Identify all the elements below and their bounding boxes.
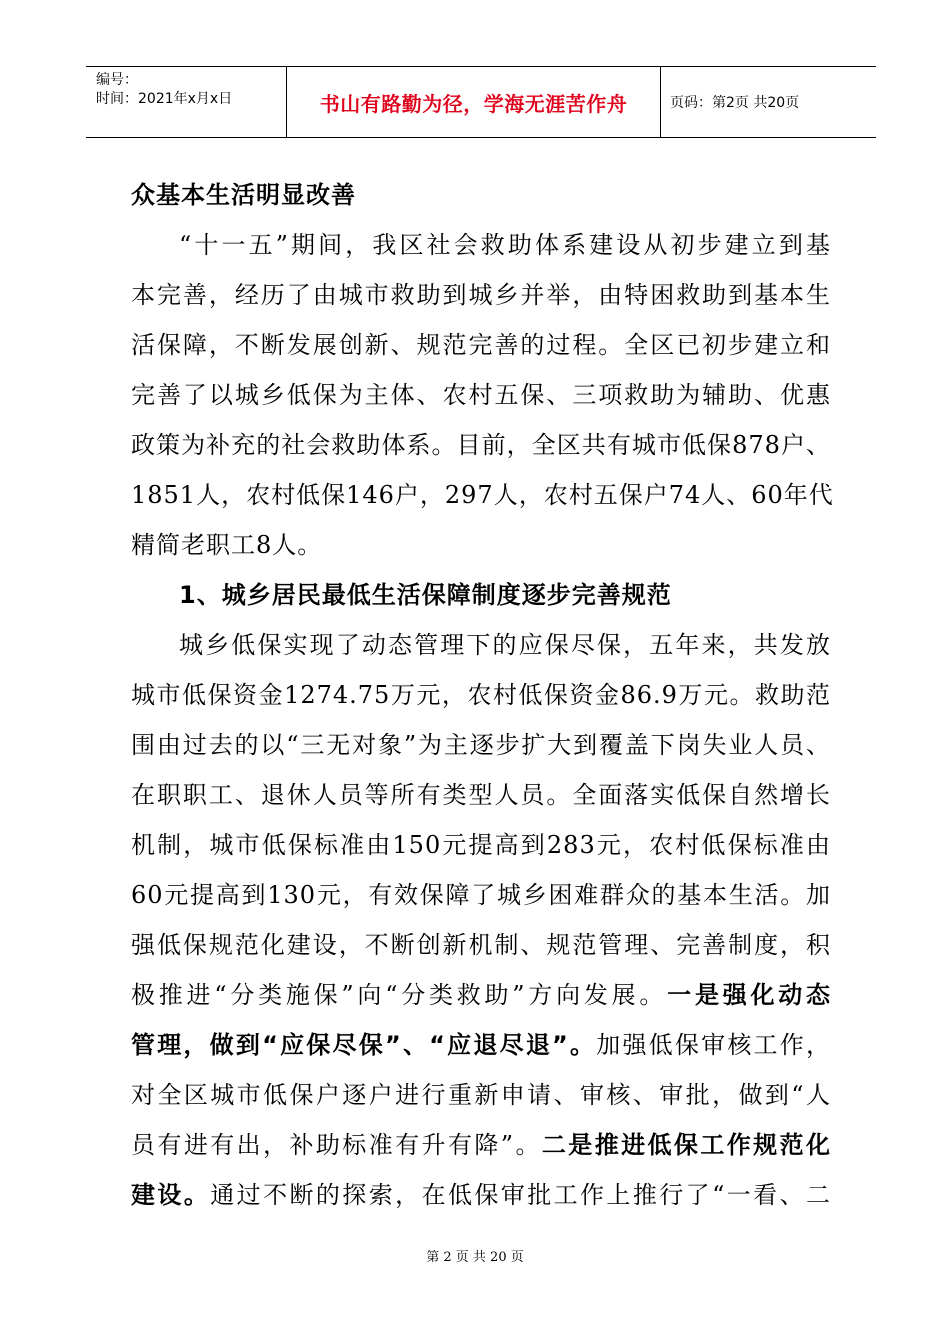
paragraph-line: 精简老职工8人。	[131, 531, 323, 559]
bold-text-run: 一是强化动态	[667, 981, 832, 1009]
paragraph-line-mixed	[131, 1020, 831, 1070]
paragraph-line: 在职职工、退休人员等所有类型人员。全面落实低保自然增长	[131, 781, 831, 809]
document-time: 时间：2021年x月x日	[96, 91, 233, 107]
paragraph-line: 完善了以城乡低保为主体、农村五保、三项救助为辅助、优惠	[131, 381, 831, 409]
paragraph-line: 对全区城市低保户逐户进行重新申请、审核、审批，做到“人	[131, 1081, 831, 1109]
document-body	[131, 170, 834, 1220]
document-number: 编号：	[96, 72, 138, 88]
text-run: 加强低保审核工作，	[596, 1031, 831, 1059]
bold-text-run: 建设。	[131, 1181, 211, 1209]
header-page-cell	[661, 67, 876, 137]
paragraph-line-mixed	[131, 1120, 831, 1170]
bold-text-run: 管理，做到“应保尽保”、“应退尽退”。	[131, 1031, 597, 1059]
text-run: 员有进有出，补助标准有升有降”。	[131, 1131, 542, 1159]
paragraph-line: 1851人，农村低保146户，297人，农村五保户74人、60年代	[131, 481, 834, 509]
page-header	[86, 66, 876, 138]
text-run: 极推进“分类施保”向“分类救助”方向发展。	[131, 981, 668, 1009]
bold-text-run: 二是推进低保工作规范化	[541, 1131, 831, 1159]
paragraph-line: 活保障，不断发展创新、规范完善的过程。全区已初步建立和	[131, 331, 831, 359]
paragraph-line: 城乡低保实现了动态管理下的应保尽保，五年来，共发放	[179, 631, 831, 659]
paragraph-line: 本完善，经历了由城市救助到城乡并举，由特困救助到基本生	[131, 281, 831, 309]
page-footer: 第 2 页 共 20 页	[426, 1250, 524, 1265]
paragraph-line: 强低保规范化建设，不断创新机制、规范管理、完善制度，积	[131, 931, 831, 959]
paragraph-line: “十一五”期间，我区社会救助体系建设从初步建立到基	[179, 231, 831, 259]
paragraph-line: 机制，城市低保标准由150元提高到283元，农村低保标准由	[131, 831, 831, 859]
header-motto-cell	[287, 67, 661, 137]
header-page-number: 页码：第2页 共20页	[670, 95, 800, 111]
paragraph-line: 围由过去的以“三无对象”为主逐步扩大到覆盖下岗失业人员、	[131, 731, 831, 759]
paragraph-line: 政策为补充的社会救助体系。目前，全区共有城市低保878户、	[131, 431, 831, 459]
subsection-heading: 1、城乡居民最低生活保障制度逐步完善规范	[179, 581, 672, 609]
text-run: 通过不断的探索，在低保审批工作上推行了“一看、二	[210, 1181, 831, 1209]
paragraph-line-mixed	[131, 1170, 831, 1220]
paragraph-line: 城市低保资金1274.75万元，农村低保资金86.9万元。救助范	[131, 681, 831, 709]
paragraph-line: 60元提高到130元，有效保障了城乡困难群众的基本生活。加	[131, 881, 831, 909]
paragraph-line-mixed	[131, 970, 831, 1020]
header-meta	[86, 67, 287, 137]
header-motto: 书山有路勤为径，学海无涯苦作舟	[319, 91, 628, 116]
section-heading-tail: 众基本生活明显改善	[131, 181, 356, 209]
